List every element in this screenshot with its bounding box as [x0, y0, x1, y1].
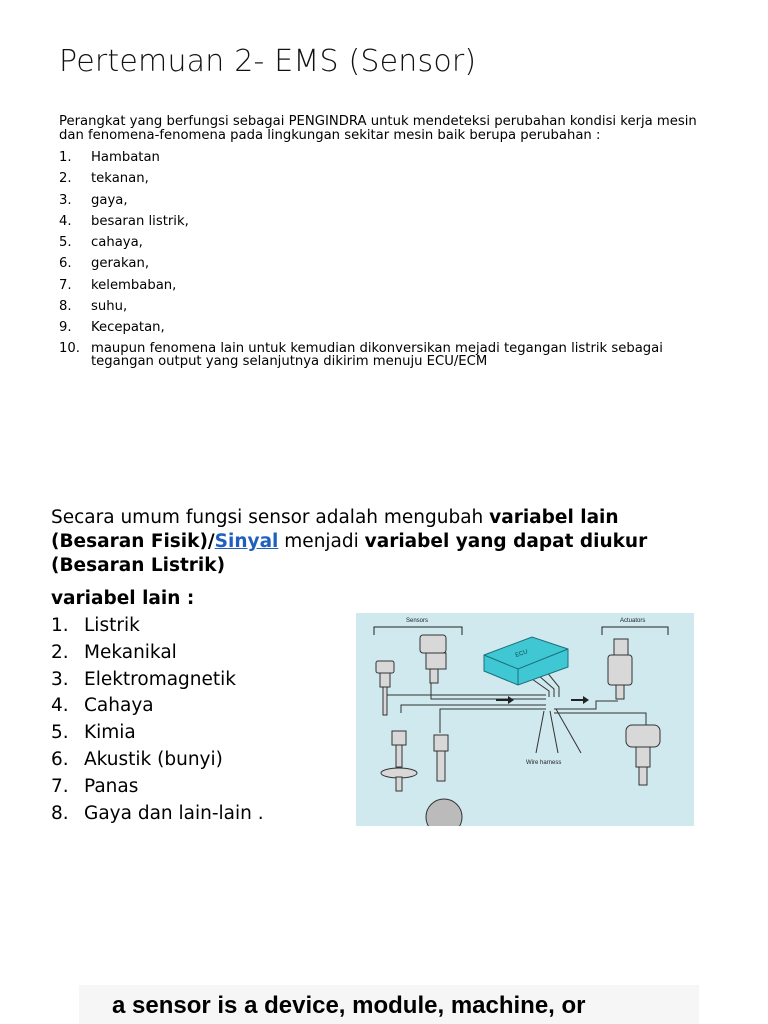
- ecu-label: ECU: [514, 649, 529, 659]
- list-item: [59, 235, 729, 256]
- list-number: 8.: [59, 299, 72, 315]
- list-text: Elektromagnetik: [84, 668, 237, 690]
- variable-list: [51, 614, 264, 828]
- list-item: [59, 278, 729, 299]
- page-title: Pertemuan 2- EMS (Sensor): [59, 44, 477, 79]
- list-text: besaran listrik,: [91, 213, 189, 229]
- list-item: [51, 641, 264, 668]
- list-number: 2.: [59, 171, 72, 187]
- list-text: Kecepatan,: [91, 320, 165, 336]
- summary-bold-text: variabel lain (Besaran Fisik)/: [51, 507, 619, 552]
- list-number: 3.: [59, 192, 72, 208]
- list-item: [59, 299, 729, 320]
- list-text: Kimia: [84, 722, 136, 744]
- list-text: suhu,: [91, 299, 128, 315]
- list-number: 9.: [59, 320, 72, 336]
- list-text: maupun fenomena lain untuk kemudian dikonversikan mejadi tegangan listrik sebagai tegangan output yang selanjutnya dikirim menuju ECU/ECM: [91, 340, 663, 370]
- temperature-sensor-icon: [376, 661, 394, 715]
- list-text: Hambatan: [91, 150, 160, 165]
- ecu-unit-icon: [484, 637, 568, 685]
- list-number: 4.: [59, 213, 72, 229]
- actuators-bracket: [602, 627, 668, 635]
- list-item: [51, 614, 264, 641]
- caption-banner: [79, 985, 699, 1024]
- crank-sensor-icon: [434, 735, 448, 781]
- list-number: 6.: [59, 256, 72, 272]
- list-number: 10.: [59, 340, 80, 356]
- list-text: gerakan,: [91, 256, 150, 272]
- list-number: 7.: [59, 277, 72, 293]
- list-item: [59, 320, 729, 341]
- list-item: [51, 668, 264, 695]
- list-text: Akustik (bunyi): [84, 748, 223, 770]
- wire-harness-label: Wire harness: [526, 760, 562, 766]
- list-number: 5.: [51, 722, 69, 744]
- banner-text: a sensor is a device, module, machine, or: [112, 992, 586, 1019]
- list-number: 4.: [51, 695, 69, 717]
- list-number: 8.: [51, 802, 69, 824]
- list-number: 7.: [51, 775, 69, 797]
- list-text: gaya,: [91, 192, 128, 208]
- speed-sensor-icon: [381, 731, 417, 791]
- list-number: 5.: [59, 235, 72, 251]
- gear-wheel-icon: [426, 799, 462, 826]
- sensor-system-diagram: [356, 613, 694, 826]
- list-number: 3.: [51, 668, 69, 690]
- summary-paragraph: [51, 506, 711, 578]
- list-item: [59, 193, 729, 214]
- summary-bold-text: variabel yang dapat diukur (Besaran Listrik): [51, 531, 648, 576]
- list-item: [59, 214, 729, 235]
- list-text: kelembaban,: [91, 277, 177, 293]
- actuators-label: Actuators: [620, 618, 646, 624]
- list-item: [51, 721, 264, 748]
- diagram-drawing: [356, 613, 694, 826]
- sensors-bracket: [374, 627, 462, 635]
- summary-text: Secara umum fungsi sensor adalah mengubah: [51, 507, 490, 528]
- list-item: [51, 802, 264, 829]
- injector-actuator-icon: [608, 639, 632, 699]
- list-item: [51, 748, 264, 775]
- list-text: cahaya,: [91, 235, 143, 251]
- list-text: Gaya dan lain-lain .: [84, 802, 264, 824]
- airflow-sensor-icon: [420, 635, 446, 683]
- list-item: [51, 694, 264, 721]
- change-list: [59, 150, 729, 369]
- summary-text: menjadi: [278, 531, 365, 552]
- list-item: [59, 150, 729, 171]
- variable-heading: variabel lain :: [51, 588, 195, 609]
- list-number: 1.: [51, 615, 69, 636]
- list-text: Panas: [84, 775, 139, 797]
- list-item: [59, 342, 729, 369]
- list-item: [59, 256, 729, 277]
- signal-arrows: [496, 696, 589, 704]
- list-number: 1.: [59, 150, 72, 165]
- list-text: tekanan,: [91, 171, 149, 187]
- sensors-label: Sensors: [406, 618, 429, 624]
- intro-paragraph: Perangkat yang berfungsi sebagai PENGINDRA untuk mendeteksi perubahan kondisi kerja mesin dan fenomena-fenomena pada lingkungan sekitar mesin baik berupa perubahan :: [59, 114, 697, 143]
- list-number: 6.: [51, 748, 69, 770]
- list-text: Listrik: [84, 615, 140, 636]
- list-text: Mekanikal: [84, 641, 177, 663]
- ignition-coil-icon: [626, 725, 660, 785]
- sinyal-link[interactable]: Sinyal: [214, 531, 279, 552]
- list-number: 2.: [51, 641, 69, 663]
- list-item: [51, 775, 264, 802]
- list-item: [59, 171, 729, 192]
- list-text: Cahaya: [84, 695, 154, 717]
